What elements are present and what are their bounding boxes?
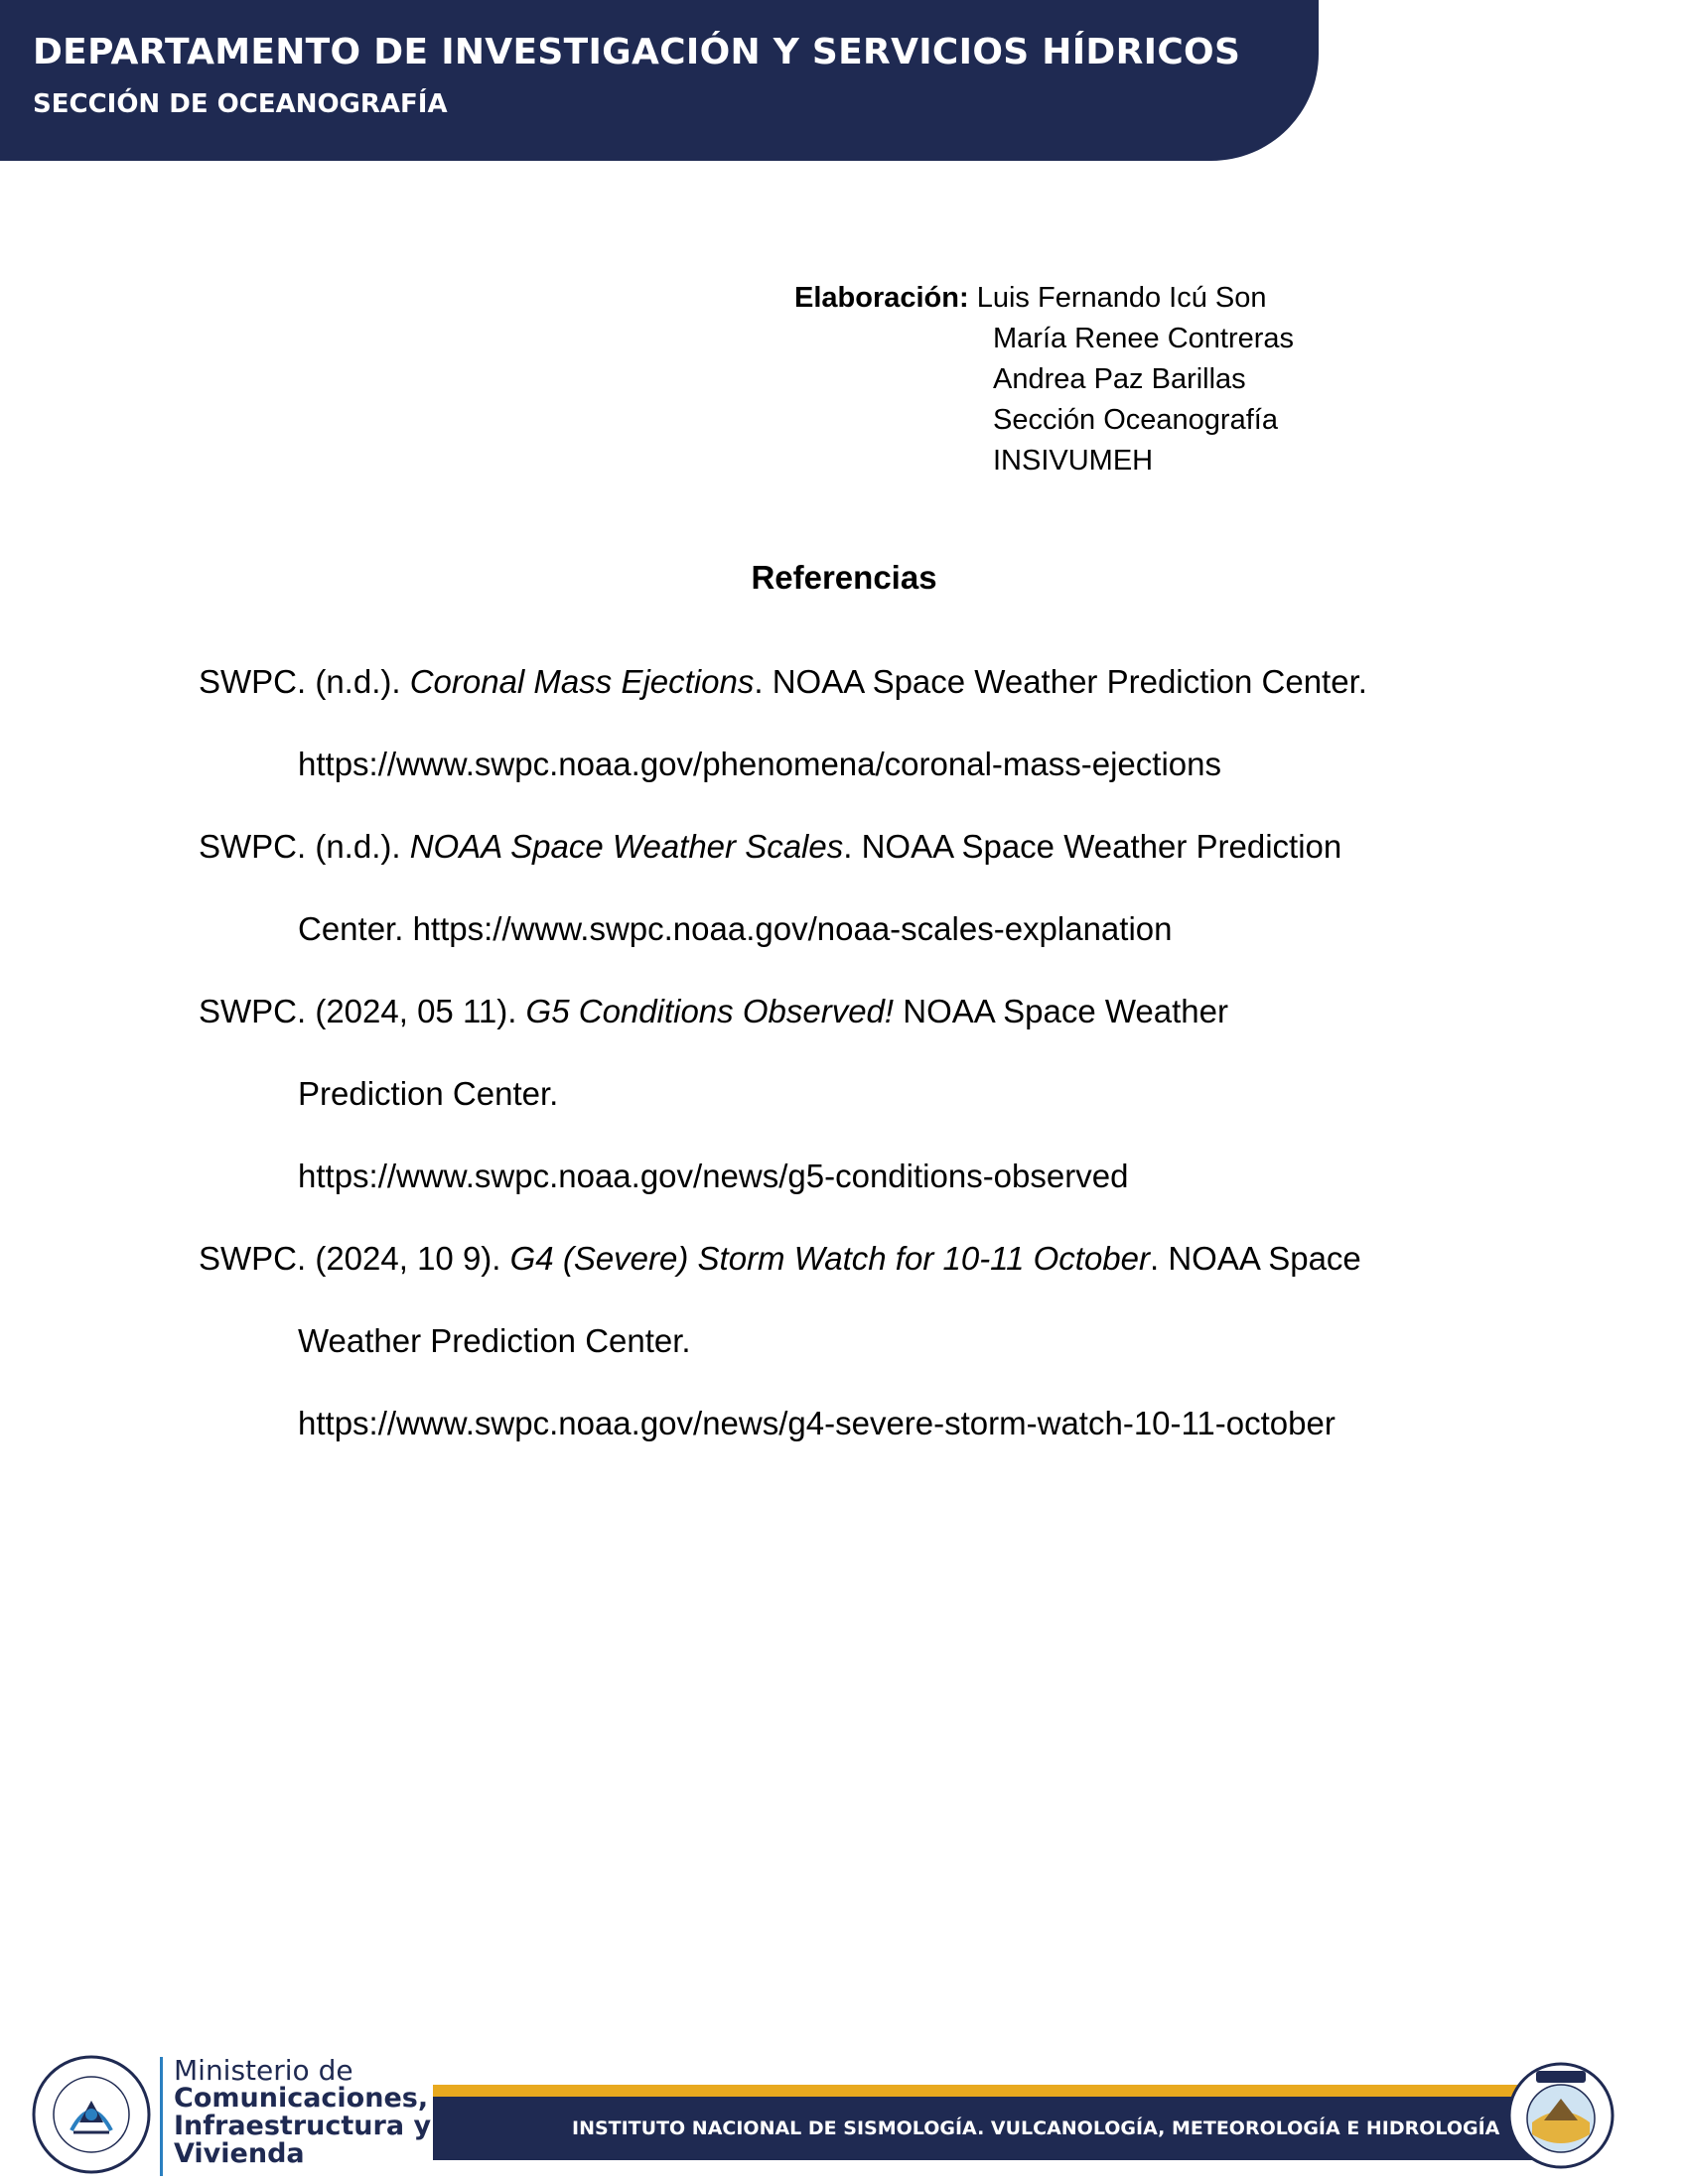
section-subtitle: SECCIÓN DE OCEANOGRAFÍA — [33, 89, 448, 119]
ministry-line: Vivienda — [174, 2138, 305, 2169]
reference-publisher: . NOAA Space — [1150, 1240, 1361, 1277]
author-line: Andrea Paz Barillas — [993, 363, 1246, 395]
author-name: Luis Fernando Icú Son — [976, 282, 1267, 314]
footer-gold-stripe — [433, 2085, 1585, 2097]
reference-title: G5 Conditions Observed! — [525, 993, 895, 1029]
reference-url[interactable]: Center. https://www.swpc.noaa.gov/noaa-scales-explanation — [298, 910, 1173, 947]
header-banner — [0, 0, 1319, 161]
insivumeh-logo-icon — [1506, 2061, 1616, 2170]
reference-entry — [199, 805, 1509, 887]
reference-url[interactable]: https://www.swpc.noaa.gov/news/g5-conditions-observed — [298, 1158, 1129, 1194]
reference-title: G4 (Severe) Storm Watch for 10-11 October — [509, 1240, 1150, 1277]
reference-author-date: SWPC. (n.d.). — [199, 828, 410, 865]
author-line: María Renee Contreras — [993, 323, 1295, 354]
reference-entry — [199, 1217, 1509, 1299]
reference-continuation: Weather Prediction Center. — [298, 1322, 691, 1359]
reference-title: Coronal Mass Ejections — [409, 663, 755, 700]
references-heading: Referencias — [751, 559, 937, 596]
reference-url[interactable]: https://www.swpc.noaa.gov/news/g4-severe-storm-watch-10-11-october — [298, 1405, 1336, 1441]
author-line-first — [794, 278, 1294, 319]
reference-title: NOAA Space Weather Scales — [409, 828, 844, 865]
author-line: Sección Oceanografía — [993, 404, 1278, 436]
reference-entry — [199, 640, 1509, 723]
institute-band: INSTITUTO NACIONAL DE SISMOLOGÍA. VULCANOLOGÍA, METEOROLOGÍA E HIDROLOGÍA — [433, 2097, 1585, 2160]
reference-publisher: . NOAA Space Weather Prediction — [843, 828, 1342, 865]
footer-divider — [160, 2057, 163, 2176]
author-line: INSIVUMEH — [993, 445, 1154, 477]
reference-publisher: NOAA Space Weather — [894, 993, 1228, 1029]
ministry-logo-text — [174, 2054, 432, 2169]
authors-block — [794, 278, 1294, 481]
guatemala-seal-icon — [30, 2053, 153, 2176]
department-title: DEPARTAMENTO DE INVESTIGACIÓN Y SERVICIOS HÍDRICOS — [33, 32, 1241, 72]
references-list — [199, 640, 1509, 1464]
reference-entry — [199, 970, 1509, 1052]
reference-publisher: . NOAA Space Weather Prediction Center. — [754, 663, 1367, 700]
reference-continuation: Prediction Center. — [298, 1075, 559, 1112]
reference-author-date: SWPC. (2024, 10 9). — [199, 1240, 510, 1277]
ministry-line: Ministerio de — [174, 2054, 353, 2087]
reference-url[interactable]: https://www.swpc.noaa.gov/phenomena/coronal-mass-ejections — [298, 746, 1221, 782]
reference-author-date: SWPC. (n.d.). — [199, 663, 410, 700]
reference-author-date: SWPC. (2024, 05 11). — [199, 993, 526, 1029]
authors-label: Elaboración: — [794, 282, 969, 314]
ministry-line: Comunicaciones, — [174, 2083, 429, 2114]
ministry-line: Infraestructura y — [174, 2111, 432, 2141]
